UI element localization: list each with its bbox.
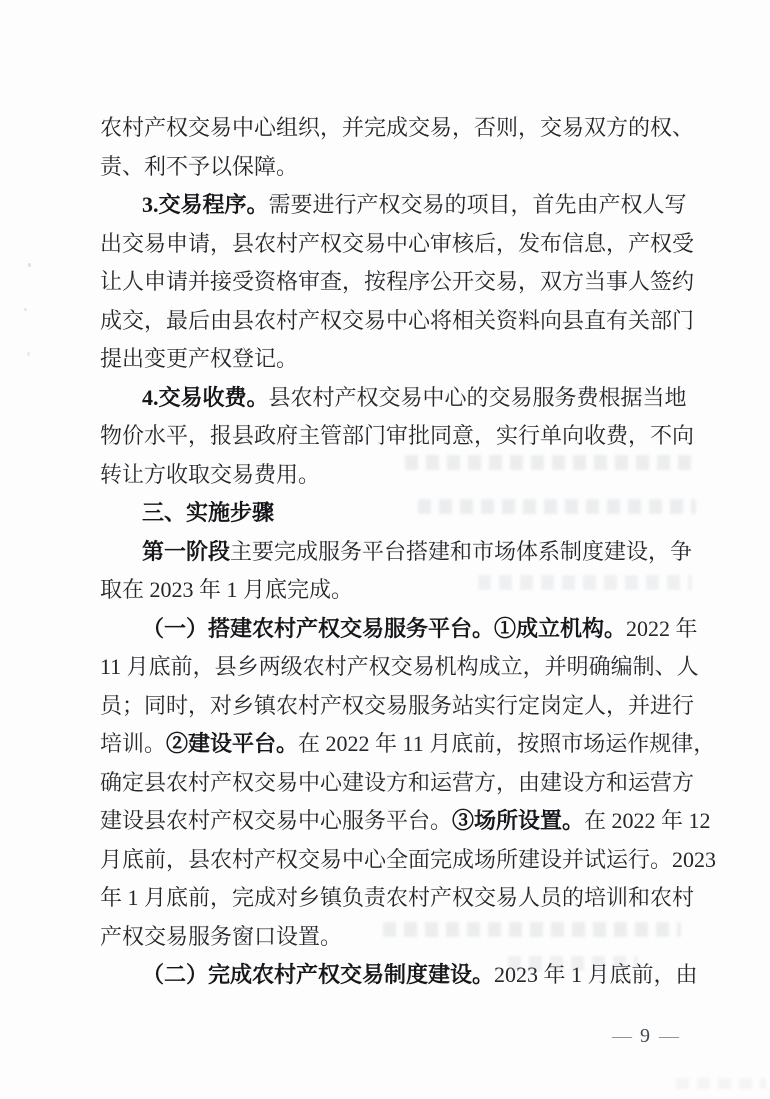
text-segment: 提出变更产权登记。 xyxy=(100,346,299,371)
page-number-right-dash: — xyxy=(659,1024,678,1047)
text-line xyxy=(100,109,694,148)
scan-bleedthrough-artifact xyxy=(478,575,692,590)
text-segment: 2022 年 xyxy=(626,615,698,641)
scan-bleedthrough-artifact xyxy=(508,956,638,971)
text-line xyxy=(100,302,694,341)
text-segment: 转让方收取交易费用。 xyxy=(100,461,321,487)
text-line xyxy=(100,379,694,418)
text-segment: 在 2022 年 12 xyxy=(584,808,711,833)
scan-speck-artifact xyxy=(24,308,27,311)
text-segment: 物价水平，报县政府主管部门审批同意，实行单向收费，不向 xyxy=(100,423,695,448)
scan-bleedthrough-artifact xyxy=(383,922,681,937)
text-segment-emphasis: 3.交易程序。 xyxy=(142,192,269,217)
text-segment: 员；同时，对乡镇农村产权交易服务站实行定岗定人，并进行 xyxy=(100,692,695,718)
text-segment-emphasis: 4.交易收费。 xyxy=(142,384,269,410)
text-line xyxy=(100,263,694,302)
scan-bleedthrough-artifact xyxy=(676,1078,766,1089)
scan-bleedthrough-artifact xyxy=(405,455,697,470)
scan-bleedthrough-artifact xyxy=(418,499,696,514)
text-line xyxy=(100,841,717,880)
text-segment: 县农村产权交易中心的交易服务费根据当地 xyxy=(268,384,687,410)
page-number-left-dash: — xyxy=(612,1024,631,1047)
text-segment: 在 2022 年 11 月底前，按照市场运作规律， xyxy=(298,731,716,756)
text-segment: 责、利不予以保障。 xyxy=(100,153,299,179)
text-segment: 主要完成服务平台搭建和市场体系制度建设，争 xyxy=(230,538,693,564)
text-line xyxy=(100,687,694,726)
text-segment: 需要进行产权交易的项目，首先由产权人写 xyxy=(268,192,687,217)
text-line xyxy=(100,802,711,841)
text-segment: 取在 2023 年 1 月底完成。 xyxy=(100,577,354,602)
text-segment-emphasis: （二）完成农村产权交易制度建设。 xyxy=(142,962,495,987)
text-segment: 确定县农村产权交易中心建设方和运营方，由建设方和运营方 xyxy=(100,769,695,795)
text-line xyxy=(100,879,694,918)
text-line xyxy=(100,610,698,649)
document-body xyxy=(100,109,717,995)
text-segment-emphasis: ②建设平台。 xyxy=(166,731,299,756)
scan-speck-artifact xyxy=(27,352,30,356)
text-segment-emphasis: 三、实施步骤 xyxy=(142,500,275,525)
text-segment: 11 月底前，县乡两级农村产权交易机构成立，并明确编制、人 xyxy=(100,654,699,679)
text-line xyxy=(100,186,694,225)
text-segment: 培训。 xyxy=(100,731,167,756)
text-line xyxy=(100,648,699,687)
text-segment-emphasis: （一）搭建农村产权交易服务平台。①成立机构。 xyxy=(142,615,627,641)
scan-speck-artifact xyxy=(28,263,31,267)
text-segment: 出交易申请，县农村产权交易中心审核后，发布信息，产权受 xyxy=(100,230,695,256)
text-line xyxy=(100,725,716,764)
text-segment: 产权交易服务窗口设置。 xyxy=(100,923,343,949)
text-line xyxy=(100,764,694,803)
text-line xyxy=(100,417,694,456)
text-segment: 月底前，县农村产权交易中心全面完成场所建设并试运行。2023 xyxy=(100,846,717,872)
text-line xyxy=(100,533,694,572)
text-segment-emphasis: 第一阶段 xyxy=(142,538,231,564)
text-segment: 年 1 月底前，完成对乡镇负责农村产权交易人员的培训和农村 xyxy=(100,885,695,910)
text-segment: 建设县农村产权交易中心服务平台。 xyxy=(100,808,453,833)
text-segment: 让人申请并接受资格审查，按程序公开交易，双方当事人签约 xyxy=(100,269,695,294)
text-segment-emphasis: ③场所设置。 xyxy=(452,808,585,833)
text-line xyxy=(100,148,694,187)
text-segment: 2023 年 1 月底前，由 xyxy=(494,962,698,987)
text-segment: 成交，最后由县农村产权交易中心将相关资料向县直有关部门 xyxy=(100,307,695,333)
text-segment: 农村产权交易中心组织，并完成交易，否则，交易双方的权、 xyxy=(100,115,695,140)
page-number xyxy=(612,1022,678,1050)
page-number-value: 9 xyxy=(640,1024,650,1047)
text-line xyxy=(100,225,694,264)
text-line xyxy=(100,340,694,379)
